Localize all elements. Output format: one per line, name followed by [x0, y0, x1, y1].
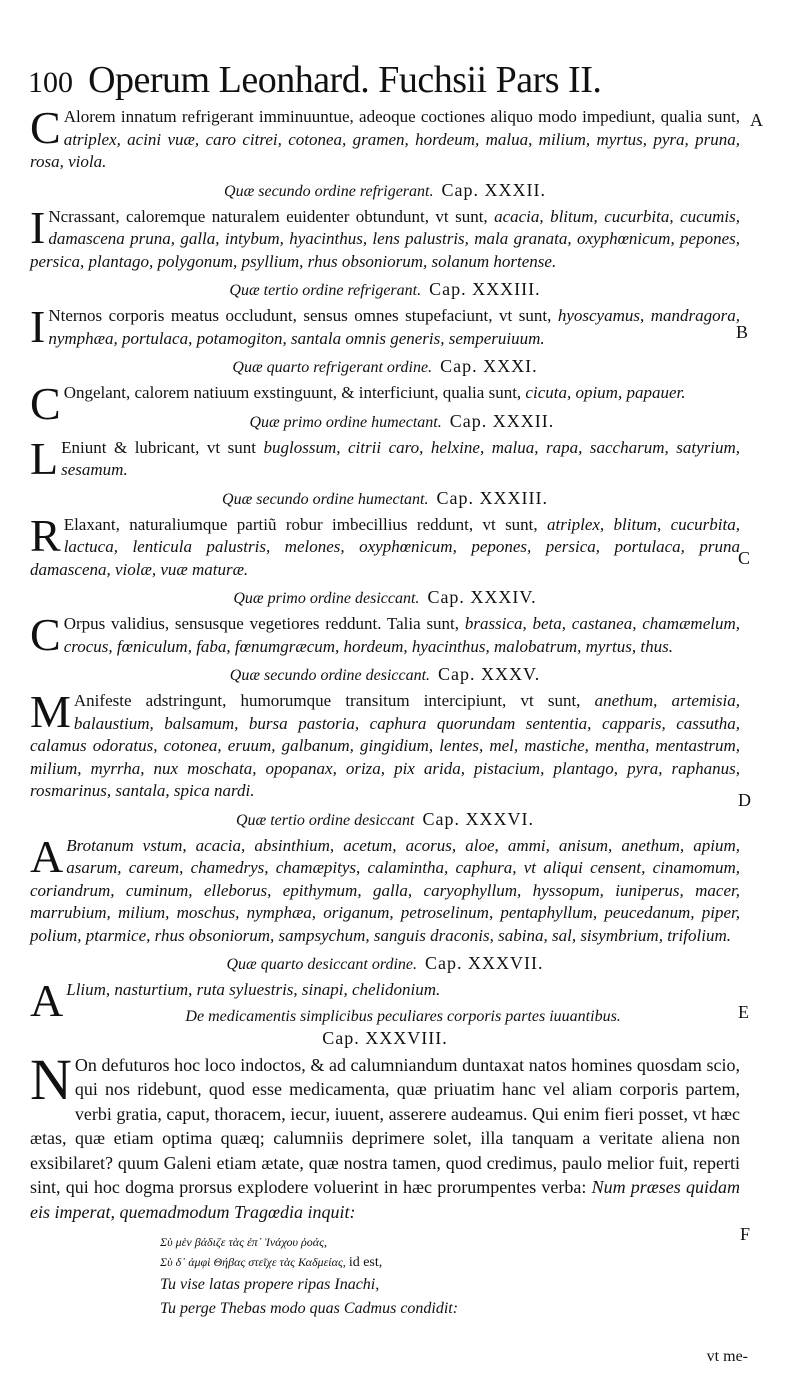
drop-cap: R	[30, 509, 61, 561]
paragraph-italic-list: anethum, artemisia, balaustium, balsamum, bursa pastoria, caphura quorundam sententia, capparis, cassutha, calamus odoratus, cotonea, eruum, galbanum, gingidium, lentes, mel, mastiche, mentha, mentastrum, milium, myrrha, nux moschata, opopanax, oriza, pix arida, pistacium, plantago, pyra, raphanus, rosmarinus, santala, spica nardi.	[30, 691, 740, 800]
drop-cap: A	[30, 975, 64, 1026]
chapter-number: Cap. XXXVI.	[422, 808, 534, 829]
paragraph-text: Anifeste adstringunt, humorumque transitum intercipiunt, vt sunt,	[73, 691, 595, 710]
paragraph-manifeste	[30, 686, 740, 803]
paragraph-text: Alorem innatum refrigerant imminuuntue, adeoque coctiones aliquo modo impediunt, qualia sunt,	[63, 107, 740, 126]
latin-verse-line: Tu vise latas propere ripas Inachi,	[160, 1276, 380, 1293]
chapter-number: Cap. XXXV.	[438, 664, 541, 684]
paragraph-text: Nternos corporis meatus occludunt, sensus omnes stupefaciunt, vt sunt,	[48, 306, 558, 325]
page-number: 100	[28, 66, 73, 99]
chapter-heading-title: Quæ secundo ordine humectant.	[222, 490, 429, 508]
paragraph-italic-list: Llium, nasturtium, ruta syluestris, sinapi, chelidonium.	[66, 980, 441, 999]
chapter-heading-title: Quæ primo ordine desiccant.	[233, 590, 420, 607]
main-text	[30, 102, 741, 1321]
chapter-heading	[30, 488, 740, 509]
paragraph-text: On defuturos hoc loco indoctos, & ad calumniandum duntaxat natos homines quosdam scio, qui nos ridebunt, quod esse medicamenta, quæ priuatim hanc vel aliam corporis partem, verbi gratia, caput, thoracem, iecur, iuuent, asserere audeamus. Qui enim fieri posset, vt hæc ætas, quæ etiam optima quæq; calumniis deprimere solet, illa tanquam a veritate aliena non exsibilaret? quum Galeni etiam ætate, quæ nostra tamen, quod credimus, paulo melior fuit, reperti sint, qui hoc dogma prorsus explodere voluerint in hæc prorumpentes verba:	[30, 1054, 740, 1197]
catchword: vt me-	[706, 1348, 748, 1365]
paragraph-italic-list: buglossum, citrii caro, helxine, malua, rapa, saccharum, satyrium, sesamum.	[61, 437, 740, 479]
chapter-heading	[30, 279, 740, 300]
paragraph-italic-list: Brotanum vstum, acacia, absinthium, acetum, acorus, aloe, ammi, anisum, anethum, apium, asarum, careum, chamedrys, chamæpitys, calamintha, caphura, vt aliqui censent, cinamomum, coriandrum, cuminum, elleborus, epithymum, galla, caryophyllum, hyssopum, iuniperus, macer, marrubium, milium, moschus, nymphæa, origanum, petroselinum, pentaphyllum, peucedanum, piper, polium, ptarmice, rhus obsoniorum, sampsychum, sanguis draconis, sabina, sal, sisymbrium, trifolium.	[30, 835, 740, 945]
greek-verse-line: Σὺ μὲν βάδιζε τὰς ἐπ᾽ Ἰνάχου ῥοάς,	[160, 1235, 327, 1249]
paragraph-italic-list: atriplex, acini vuæ, caro citrei, cotonea, gramen, hordeum, malua, milium, myrtus, pyra, pruna, rosa, viola.	[30, 129, 740, 171]
drop-cap: I	[30, 201, 46, 253]
paragraph-leniunt	[30, 432, 740, 484]
paragraph-relaxant	[30, 509, 740, 582]
drop-cap: M	[30, 686, 71, 737]
running-title: Operum Leonhard. Fuchsii Pars II.	[88, 59, 602, 101]
paragraph-text: Ongelant, calorem natiuum exstinguunt, & interficiunt, qualia sunt,	[63, 383, 526, 402]
chapter-heading	[30, 664, 740, 685]
margin-marker-d: D	[738, 790, 751, 810]
paragraph-italic-list: acacia, blitum, cucurbita, cucumis, damascena pruna, galla, intybum, hyacinthus, lens palustris, mala granata, oxyphœnicum, pepones, persica, plantago, polygonum, psyllium, rhus obsoniorum, solanum hortense.	[30, 206, 740, 271]
greek-verse-text: Σὺ δ᾽ ἀμφὶ Θήβας στεῖχε τὰς Καδμείας,	[160, 1255, 346, 1269]
paragraph-corpus	[30, 609, 740, 660]
chapter-heading-title: Quæ secundo ordine refrigerant.	[224, 182, 434, 200]
verse-quotation	[160, 1232, 740, 1321]
paragraph-italic-list: brassica, beta, castanea, chamæmelum, crocus, fœniculum, faba, fœnumgræcum, hordeum, hyacinthus, malobatrum, myrtus, thus.	[63, 614, 740, 656]
chapter-number: Cap. XXXII.	[449, 410, 555, 431]
chapter-number: Cap. XXXIII.	[436, 487, 548, 508]
drop-cap: I	[30, 301, 46, 352]
paragraph-abrotanum	[30, 830, 740, 948]
chapter-number: Cap. XXXIV.	[427, 587, 537, 607]
paragraph-internos	[30, 301, 741, 352]
chapter-heading	[30, 356, 740, 377]
drop-cap: C	[30, 102, 61, 153]
verse-gloss: id est,	[348, 1255, 383, 1270]
chapter-heading	[30, 411, 740, 432]
chapter-number: Cap. XXXI.	[440, 356, 538, 376]
margin-marker-e: E	[738, 1002, 749, 1022]
paragraph-italic-quote: Num præses quidam eis imperat, quemadmodum Tragœdia inquit:	[30, 1177, 740, 1222]
chapter-heading	[30, 809, 740, 830]
paragraph-calorem	[30, 102, 740, 174]
greek-verse-line	[160, 1252, 740, 1273]
section-subtitle: De medicamentis simplicibus peculiares corporis partes iuuantibus.	[185, 1007, 621, 1025]
chapter-heading	[30, 587, 740, 608]
drop-cap: C	[30, 378, 61, 429]
chapter-number: Cap. XXXVIII.	[322, 1027, 448, 1048]
chapter-heading-title: Quæ tertio ordine refrigerant.	[229, 282, 422, 299]
chapter-number: Cap. XXXIII.	[429, 279, 541, 299]
chapter-heading-title: Quæ secundo ordine desiccant.	[229, 667, 431, 684]
paragraph-italic-list: cicuta, opium, papauer.	[525, 383, 686, 402]
margin-marker-f: F	[740, 1224, 751, 1244]
chapter-heading	[30, 180, 740, 201]
paragraph-non-defuturos	[30, 1046, 740, 1225]
paragraph-text: Elaxant, naturaliumque partiũ robur imbecillius reddunt, vt sunt,	[63, 514, 548, 534]
paragraph-text: Ncrassant, caloremque naturalem euidenter obtundunt, vt sunt,	[48, 206, 495, 226]
chapter-number: Cap. XXXVII.	[425, 953, 544, 973]
margin-marker-b: B	[736, 322, 749, 342]
margin-marker-c: C	[738, 548, 751, 568]
drop-cap: C	[30, 609, 61, 660]
paragraph-text: Eniunt & lubricant, vt sunt	[61, 437, 264, 457]
chapter-heading-title: Quæ quarto desiccant ordine.	[226, 956, 417, 973]
paragraph-text: Orpus validius, sensusque vegetiores reddunt. Talia sunt,	[63, 614, 465, 633]
chapter-heading	[30, 953, 740, 974]
chapter-number: Cap. XXXII.	[441, 179, 546, 200]
paragraph-italic-list: atriplex, blitum, cucurbita, lactuca, lenticula palustris, melones, oxyphœnicum, pepones, persica, portulaca, pruna damascena, violæ, vuæ maturæ.	[30, 514, 740, 579]
latin-verse-line: Tu perge Thebas modo quas Cadmus condidit:	[160, 1300, 459, 1317]
drop-cap: L	[30, 432, 59, 484]
chapter-heading-title: Quæ primo ordine humectant.	[249, 413, 442, 431]
margin-marker-a: A	[750, 110, 763, 130]
paragraph-incrassant	[30, 201, 740, 274]
running-head	[28, 58, 601, 102]
drop-cap: N	[30, 1046, 72, 1112]
paragraph-italic-list: hyoscyamus, mandragora, nymphæa, portulaca, potamogiton, santala omnis generis, semperuiuum.	[48, 306, 741, 348]
chapter-heading-title: Quæ quarto refrigerant ordine.	[232, 359, 433, 376]
chapter-heading-title: Quæ tertio ordine desiccant	[236, 811, 415, 829]
drop-cap: A	[30, 830, 64, 882]
